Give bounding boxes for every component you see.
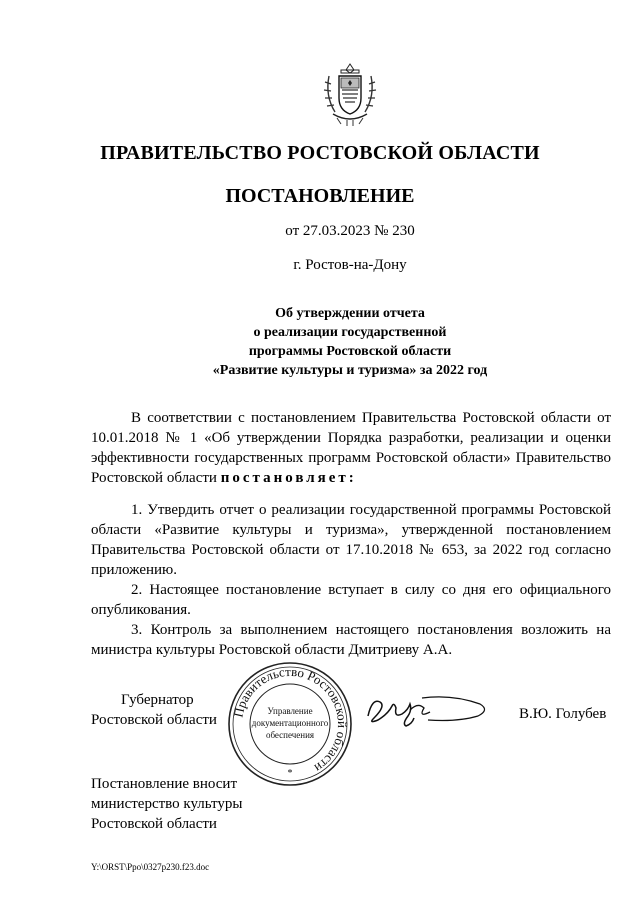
submitted-by-line: министерство культуры xyxy=(91,796,243,812)
stamp-star-icon: * xyxy=(287,768,293,779)
rostov-oblast-coat-of-arms-icon xyxy=(319,60,381,128)
signatory-position xyxy=(91,690,217,730)
stamp-inner-line: Управление xyxy=(267,706,313,716)
title-line: «Развитие культуры и туризма» за 2022 год xyxy=(212,363,488,378)
submitted-by xyxy=(91,774,243,834)
resolution-item: 2. Настоящее постановление вступает в силу со дня его официального опубликования. xyxy=(91,582,611,618)
file-path: Y:\ORST\Ppo\0327p230.f23.doc xyxy=(91,862,210,872)
document-date-number: от 27.03.2023 № 230 xyxy=(285,223,415,239)
preamble-text: В соответствии с постановлением Правительства Ростовской области от 10.01.2018 № 1 «Об утверждении Порядка разработки, реализации и оценки эффективности государственных программ Ростовской области» Правительство Ростовской области xyxy=(91,410,611,486)
stamp-outer-text: Правительство Ростовской области xyxy=(230,663,351,776)
resolution-items xyxy=(91,500,611,660)
position-line: Губернатор xyxy=(121,692,194,708)
resolves-word: постановляет: xyxy=(220,470,357,486)
submitted-by-line: Ростовской области xyxy=(91,816,217,832)
stamp-inner-line: обеспечения xyxy=(265,730,315,740)
stamp-inner-line: документационного xyxy=(251,718,329,728)
signatory-name: В.Ю. Голубев xyxy=(519,706,607,722)
title-line: о реализации государственной xyxy=(253,325,447,340)
position-line: Ростовской области xyxy=(91,712,217,728)
document-type: ПОСТАНОВЛЕНИЕ xyxy=(225,185,415,207)
title-line: Об утверждении отчета xyxy=(275,306,425,321)
handwritten-signature-icon xyxy=(360,688,500,730)
preamble-paragraph xyxy=(91,408,611,488)
title-line: программы Ростовской области xyxy=(248,344,452,359)
official-stamp-icon xyxy=(226,660,354,788)
document-title xyxy=(160,304,540,380)
organization-name: ПРАВИТЕЛЬСТВО РОСТОВСКОЙ ОБЛАСТИ xyxy=(100,142,540,164)
submitted-by-line: Постановление вносит xyxy=(91,776,238,792)
document-city: г. Ростов-на-Дону xyxy=(293,257,407,273)
resolution-item: 1. Утвердить отчет о реализации государственной программы Ростовской области «Развитие культуры и туризма», утвержденной постановлением Правительства Ростовской области от 17.10.2018 № 653, за 2022 год согласно приложению. xyxy=(91,502,611,578)
resolution-item: 3. Контроль за выполнением настоящего постановления возложить на министра культуры Ростовской области Дмитриеву А.А. xyxy=(91,622,611,658)
